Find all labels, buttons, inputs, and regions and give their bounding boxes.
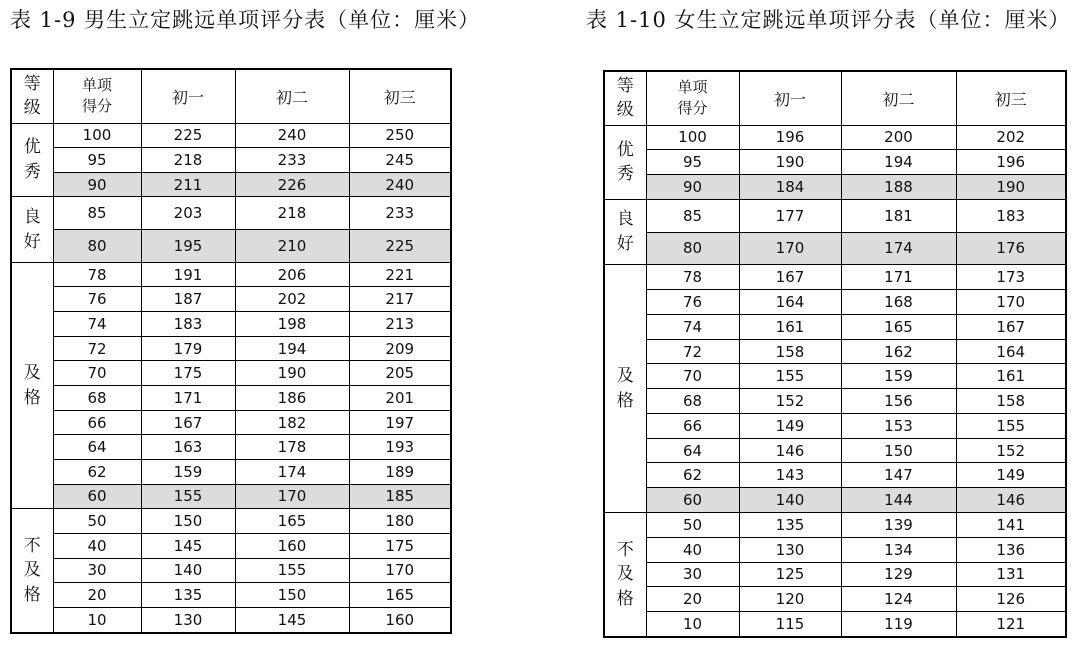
grade-label	[604, 125, 646, 199]
table-row	[604, 389, 1066, 414]
table-row	[11, 386, 451, 411]
grade2-value: 168	[841, 290, 956, 315]
table-row	[11, 533, 451, 558]
table-row	[11, 197, 451, 230]
grade3-value: 170	[956, 290, 1066, 315]
grade-year-header-2: 初二	[235, 69, 349, 123]
table-row	[604, 199, 1066, 232]
grade3-value: 205	[349, 361, 451, 386]
score-cell: 78	[53, 262, 141, 287]
table-row	[11, 558, 451, 583]
grade3-value: 233	[349, 197, 451, 230]
grade1-value: 158	[739, 339, 841, 364]
grade2-value: 170	[235, 484, 349, 509]
grade3-value: 167	[956, 314, 1066, 339]
grade-year-header-3: 初三	[349, 69, 451, 123]
grade1-value: 218	[141, 148, 235, 173]
grade-label-char: 优	[23, 137, 41, 158]
grade3-value: 164	[956, 339, 1066, 364]
grade2-value: 119	[841, 612, 956, 637]
score-cell: 62	[646, 463, 739, 488]
score-cell: 68	[646, 389, 739, 414]
table-row	[604, 232, 1066, 265]
grade-label-char: 及	[23, 560, 41, 581]
header-row	[604, 71, 1066, 125]
grade2-value: 159	[841, 364, 956, 389]
table-row	[11, 262, 451, 287]
score-cell: 70	[646, 364, 739, 389]
grade3-value: 141	[956, 512, 1066, 537]
grade-label-char: 秀	[23, 161, 41, 182]
grade-label	[604, 512, 646, 637]
grade3-value: 180	[349, 509, 451, 534]
grade1-value: 152	[739, 389, 841, 414]
grade-header-char: 等	[23, 73, 41, 94]
grade2-value: 160	[235, 533, 349, 558]
table-row	[11, 123, 451, 148]
grade2-value: 129	[841, 562, 956, 587]
grade3-value: 209	[349, 336, 451, 361]
grade2-value: 156	[841, 389, 956, 414]
grade2-value: 165	[841, 314, 956, 339]
grade-label-char: 不	[616, 539, 634, 560]
grade1-value: 195	[141, 230, 235, 263]
table-row	[604, 125, 1066, 150]
grade2-value: 188	[841, 175, 956, 200]
table-row	[11, 172, 451, 197]
score-header	[53, 69, 141, 123]
grade1-value: 167	[141, 410, 235, 435]
grade1-value: 177	[739, 199, 841, 232]
table-row	[604, 488, 1066, 513]
grade1-value: 150	[141, 509, 235, 534]
grade3-value: 176	[956, 232, 1066, 265]
grade1-value: 125	[739, 562, 841, 587]
grade-label-char: 优	[616, 139, 634, 160]
table-row	[604, 290, 1066, 315]
grade-label	[604, 199, 646, 265]
grade1-value: 167	[739, 265, 841, 290]
table-row	[11, 607, 451, 633]
grade1-value: 161	[739, 314, 841, 339]
grade1-value: 184	[739, 175, 841, 200]
grade3-value: 197	[349, 410, 451, 435]
grade3-value: 193	[349, 435, 451, 460]
table-row	[11, 148, 451, 173]
grade2-value: 178	[235, 435, 349, 460]
grade2-value: 206	[235, 262, 349, 287]
grade2-value: 150	[235, 583, 349, 608]
grade1-value: 130	[739, 537, 841, 562]
grade-label-char: 及	[23, 362, 41, 383]
grade-label-char: 格	[616, 390, 634, 411]
score-cell: 85	[53, 197, 141, 230]
table-row	[604, 339, 1066, 364]
grade1-value: 179	[141, 336, 235, 361]
grade2-value: 226	[235, 172, 349, 197]
grade2-value: 147	[841, 463, 956, 488]
grade2-value: 145	[235, 607, 349, 633]
grade1-value: 203	[141, 197, 235, 230]
table-row	[11, 583, 451, 608]
score-cell: 30	[646, 562, 739, 587]
score-cell: 30	[53, 558, 141, 583]
table-row	[604, 150, 1066, 175]
score-cell: 68	[53, 386, 141, 411]
grade3-value: 165	[349, 583, 451, 608]
grade-label	[11, 262, 53, 509]
grade3-value: 173	[956, 265, 1066, 290]
grade3-value: 245	[349, 148, 451, 173]
score-cell: 85	[646, 199, 739, 232]
grade1-value: 170	[739, 232, 841, 265]
grade2-value: 233	[235, 148, 349, 173]
grade1-value: 145	[141, 533, 235, 558]
grade3-value: 190	[956, 175, 1066, 200]
grade1-value: 135	[141, 583, 235, 608]
table-row	[604, 537, 1066, 562]
table-row	[11, 509, 451, 534]
table-1-9-title: 表 1-9 男生立定跳远单项评分表（单位：厘米）	[10, 8, 481, 32]
table-row	[11, 435, 451, 460]
grade1-value: 120	[739, 587, 841, 612]
grade1-value: 155	[141, 484, 235, 509]
score-cell: 80	[53, 230, 141, 263]
table-row	[604, 175, 1066, 200]
score-cell: 20	[646, 587, 739, 612]
grade1-value: 140	[739, 488, 841, 513]
score-cell: 74	[646, 314, 739, 339]
score-cell: 40	[646, 537, 739, 562]
grade1-value: 140	[141, 558, 235, 583]
grade3-value: 225	[349, 230, 451, 263]
score-cell: 95	[646, 150, 739, 175]
grade-label	[11, 197, 53, 262]
grade3-value: 121	[956, 612, 1066, 637]
grade-year-header-3: 初三	[956, 71, 1066, 125]
table-row	[11, 230, 451, 263]
score-cell: 64	[53, 435, 141, 460]
score-cell: 72	[646, 339, 739, 364]
table-row	[604, 413, 1066, 438]
score-header-line: 得分	[677, 99, 708, 118]
grade1-value: 196	[739, 125, 841, 150]
grade-label-char: 格	[23, 584, 41, 605]
score-header-line: 得分	[81, 97, 112, 116]
grade2-value: 144	[841, 488, 956, 513]
grade2-value: 182	[235, 410, 349, 435]
boys-standing-jump-table	[10, 68, 452, 634]
grade-label-char: 格	[616, 588, 634, 609]
grade3-value: 250	[349, 123, 451, 148]
grade3-value: 136	[956, 537, 1066, 562]
grade2-value: 194	[841, 150, 956, 175]
grade3-value: 213	[349, 312, 451, 337]
girls-standing-jump-table	[603, 70, 1067, 638]
grade3-value: 152	[956, 438, 1066, 463]
grade3-value: 185	[349, 484, 451, 509]
table-row	[11, 361, 451, 386]
grade-label-char: 好	[23, 231, 41, 252]
score-cell: 10	[53, 607, 141, 633]
score-header-line: 单项	[677, 77, 708, 96]
grade-header-char: 级	[616, 100, 634, 121]
grade1-value: 135	[739, 512, 841, 537]
grade1-value: 191	[141, 262, 235, 287]
table-row	[11, 312, 451, 337]
grade-label	[11, 123, 53, 197]
grade-year-header-1: 初一	[141, 69, 235, 123]
score-cell: 90	[53, 172, 141, 197]
grade3-value: 160	[349, 607, 451, 633]
score-header	[646, 71, 739, 125]
score-cell: 76	[646, 290, 739, 315]
grade2-value: 174	[841, 232, 956, 265]
grade1-value: 171	[141, 386, 235, 411]
score-cell: 10	[646, 612, 739, 637]
grade3-value: 196	[956, 150, 1066, 175]
grade3-value: 158	[956, 389, 1066, 414]
grade1-value: 159	[141, 460, 235, 485]
score-cell: 66	[53, 410, 141, 435]
table-row	[11, 484, 451, 509]
grade3-value: 131	[956, 562, 1066, 587]
grade3-value: 221	[349, 262, 451, 287]
grade3-value: 161	[956, 364, 1066, 389]
table-row	[11, 336, 451, 361]
grade2-value: 240	[235, 123, 349, 148]
score-cell: 95	[53, 148, 141, 173]
grade3-value: 240	[349, 172, 451, 197]
grade2-value: 153	[841, 413, 956, 438]
grade3-value: 217	[349, 287, 451, 312]
grade2-value: 134	[841, 537, 956, 562]
score-cell: 100	[53, 123, 141, 148]
grade3-value: 146	[956, 488, 1066, 513]
table-row	[604, 612, 1066, 637]
grade3-value: 189	[349, 460, 451, 485]
grade-label-char: 不	[23, 535, 41, 556]
grade3-value: 202	[956, 125, 1066, 150]
grade1-value: 225	[141, 123, 235, 148]
table-row	[604, 364, 1066, 389]
table-1-10-title: 表 1-10 女生立定跳远单项评分表（单位：厘米）	[586, 8, 1071, 32]
grade-year-header-1: 初一	[739, 71, 841, 125]
grade-label-char: 好	[616, 234, 634, 255]
score-cell: 64	[646, 438, 739, 463]
table-row	[604, 438, 1066, 463]
table-row	[604, 314, 1066, 339]
score-cell: 74	[53, 312, 141, 337]
grade-header	[11, 69, 53, 123]
grade1-value: 143	[739, 463, 841, 488]
score-cell: 60	[53, 484, 141, 509]
score-cell: 50	[53, 509, 141, 534]
score-header-line: 单项	[81, 75, 112, 94]
grade2-value: 124	[841, 587, 956, 612]
grade2-value: 194	[235, 336, 349, 361]
grade-label-char: 及	[616, 564, 634, 585]
grade1-value: 130	[141, 607, 235, 633]
grade1-value: 175	[141, 361, 235, 386]
score-cell: 62	[53, 460, 141, 485]
grade2-value: 186	[235, 386, 349, 411]
grade2-value: 174	[235, 460, 349, 485]
table-row	[11, 460, 451, 485]
grade1-value: 146	[739, 438, 841, 463]
grade3-value: 149	[956, 463, 1066, 488]
table-row	[604, 562, 1066, 587]
grade3-value: 170	[349, 558, 451, 583]
score-cell: 40	[53, 533, 141, 558]
score-cell: 72	[53, 336, 141, 361]
grade2-value: 210	[235, 230, 349, 263]
grade-header-char: 等	[616, 75, 634, 96]
grade-label-char: 秀	[616, 164, 634, 185]
table-row	[604, 463, 1066, 488]
grade2-value: 139	[841, 512, 956, 537]
grade2-value: 200	[841, 125, 956, 150]
grade3-value: 201	[349, 386, 451, 411]
score-cell: 100	[646, 125, 739, 150]
header-row	[11, 69, 451, 123]
grade2-value: 202	[235, 287, 349, 312]
grade1-value: 190	[739, 150, 841, 175]
table-row	[604, 587, 1066, 612]
grade2-value: 155	[235, 558, 349, 583]
grade2-value: 171	[841, 265, 956, 290]
table-row	[604, 265, 1066, 290]
score-cell: 78	[646, 265, 739, 290]
grade-label-char: 及	[616, 366, 634, 387]
score-cell: 70	[53, 361, 141, 386]
grade1-value: 163	[141, 435, 235, 460]
grade-label-char: 良	[616, 209, 634, 230]
grade2-value: 181	[841, 199, 956, 232]
grade2-value: 218	[235, 197, 349, 230]
table-row	[11, 410, 451, 435]
grade2-value: 198	[235, 312, 349, 337]
grade1-value: 149	[739, 413, 841, 438]
table-row	[604, 512, 1066, 537]
grade-label-char: 良	[23, 206, 41, 227]
grade-label	[11, 509, 53, 633]
grade3-value: 175	[349, 533, 451, 558]
grade2-value: 150	[841, 438, 956, 463]
score-cell: 80	[646, 232, 739, 265]
grade3-value: 126	[956, 587, 1066, 612]
grade2-value: 162	[841, 339, 956, 364]
grade-year-header-2: 初二	[841, 71, 956, 125]
grade2-value: 190	[235, 361, 349, 386]
score-cell: 66	[646, 413, 739, 438]
score-cell: 76	[53, 287, 141, 312]
score-cell: 50	[646, 512, 739, 537]
score-cell: 20	[53, 583, 141, 608]
grade1-value: 183	[141, 312, 235, 337]
grade1-value: 211	[141, 172, 235, 197]
table-row	[11, 287, 451, 312]
grade-header	[604, 71, 646, 125]
grade3-value: 155	[956, 413, 1066, 438]
grade-header-char: 级	[23, 98, 41, 119]
grade2-value: 165	[235, 509, 349, 534]
grade1-value: 115	[739, 612, 841, 637]
grade-label-char: 格	[23, 387, 41, 408]
score-cell: 60	[646, 488, 739, 513]
grade1-value: 155	[739, 364, 841, 389]
grade1-value: 187	[141, 287, 235, 312]
grade1-value: 164	[739, 290, 841, 315]
grade3-value: 183	[956, 199, 1066, 232]
score-cell: 90	[646, 175, 739, 200]
grade-label	[604, 265, 646, 513]
